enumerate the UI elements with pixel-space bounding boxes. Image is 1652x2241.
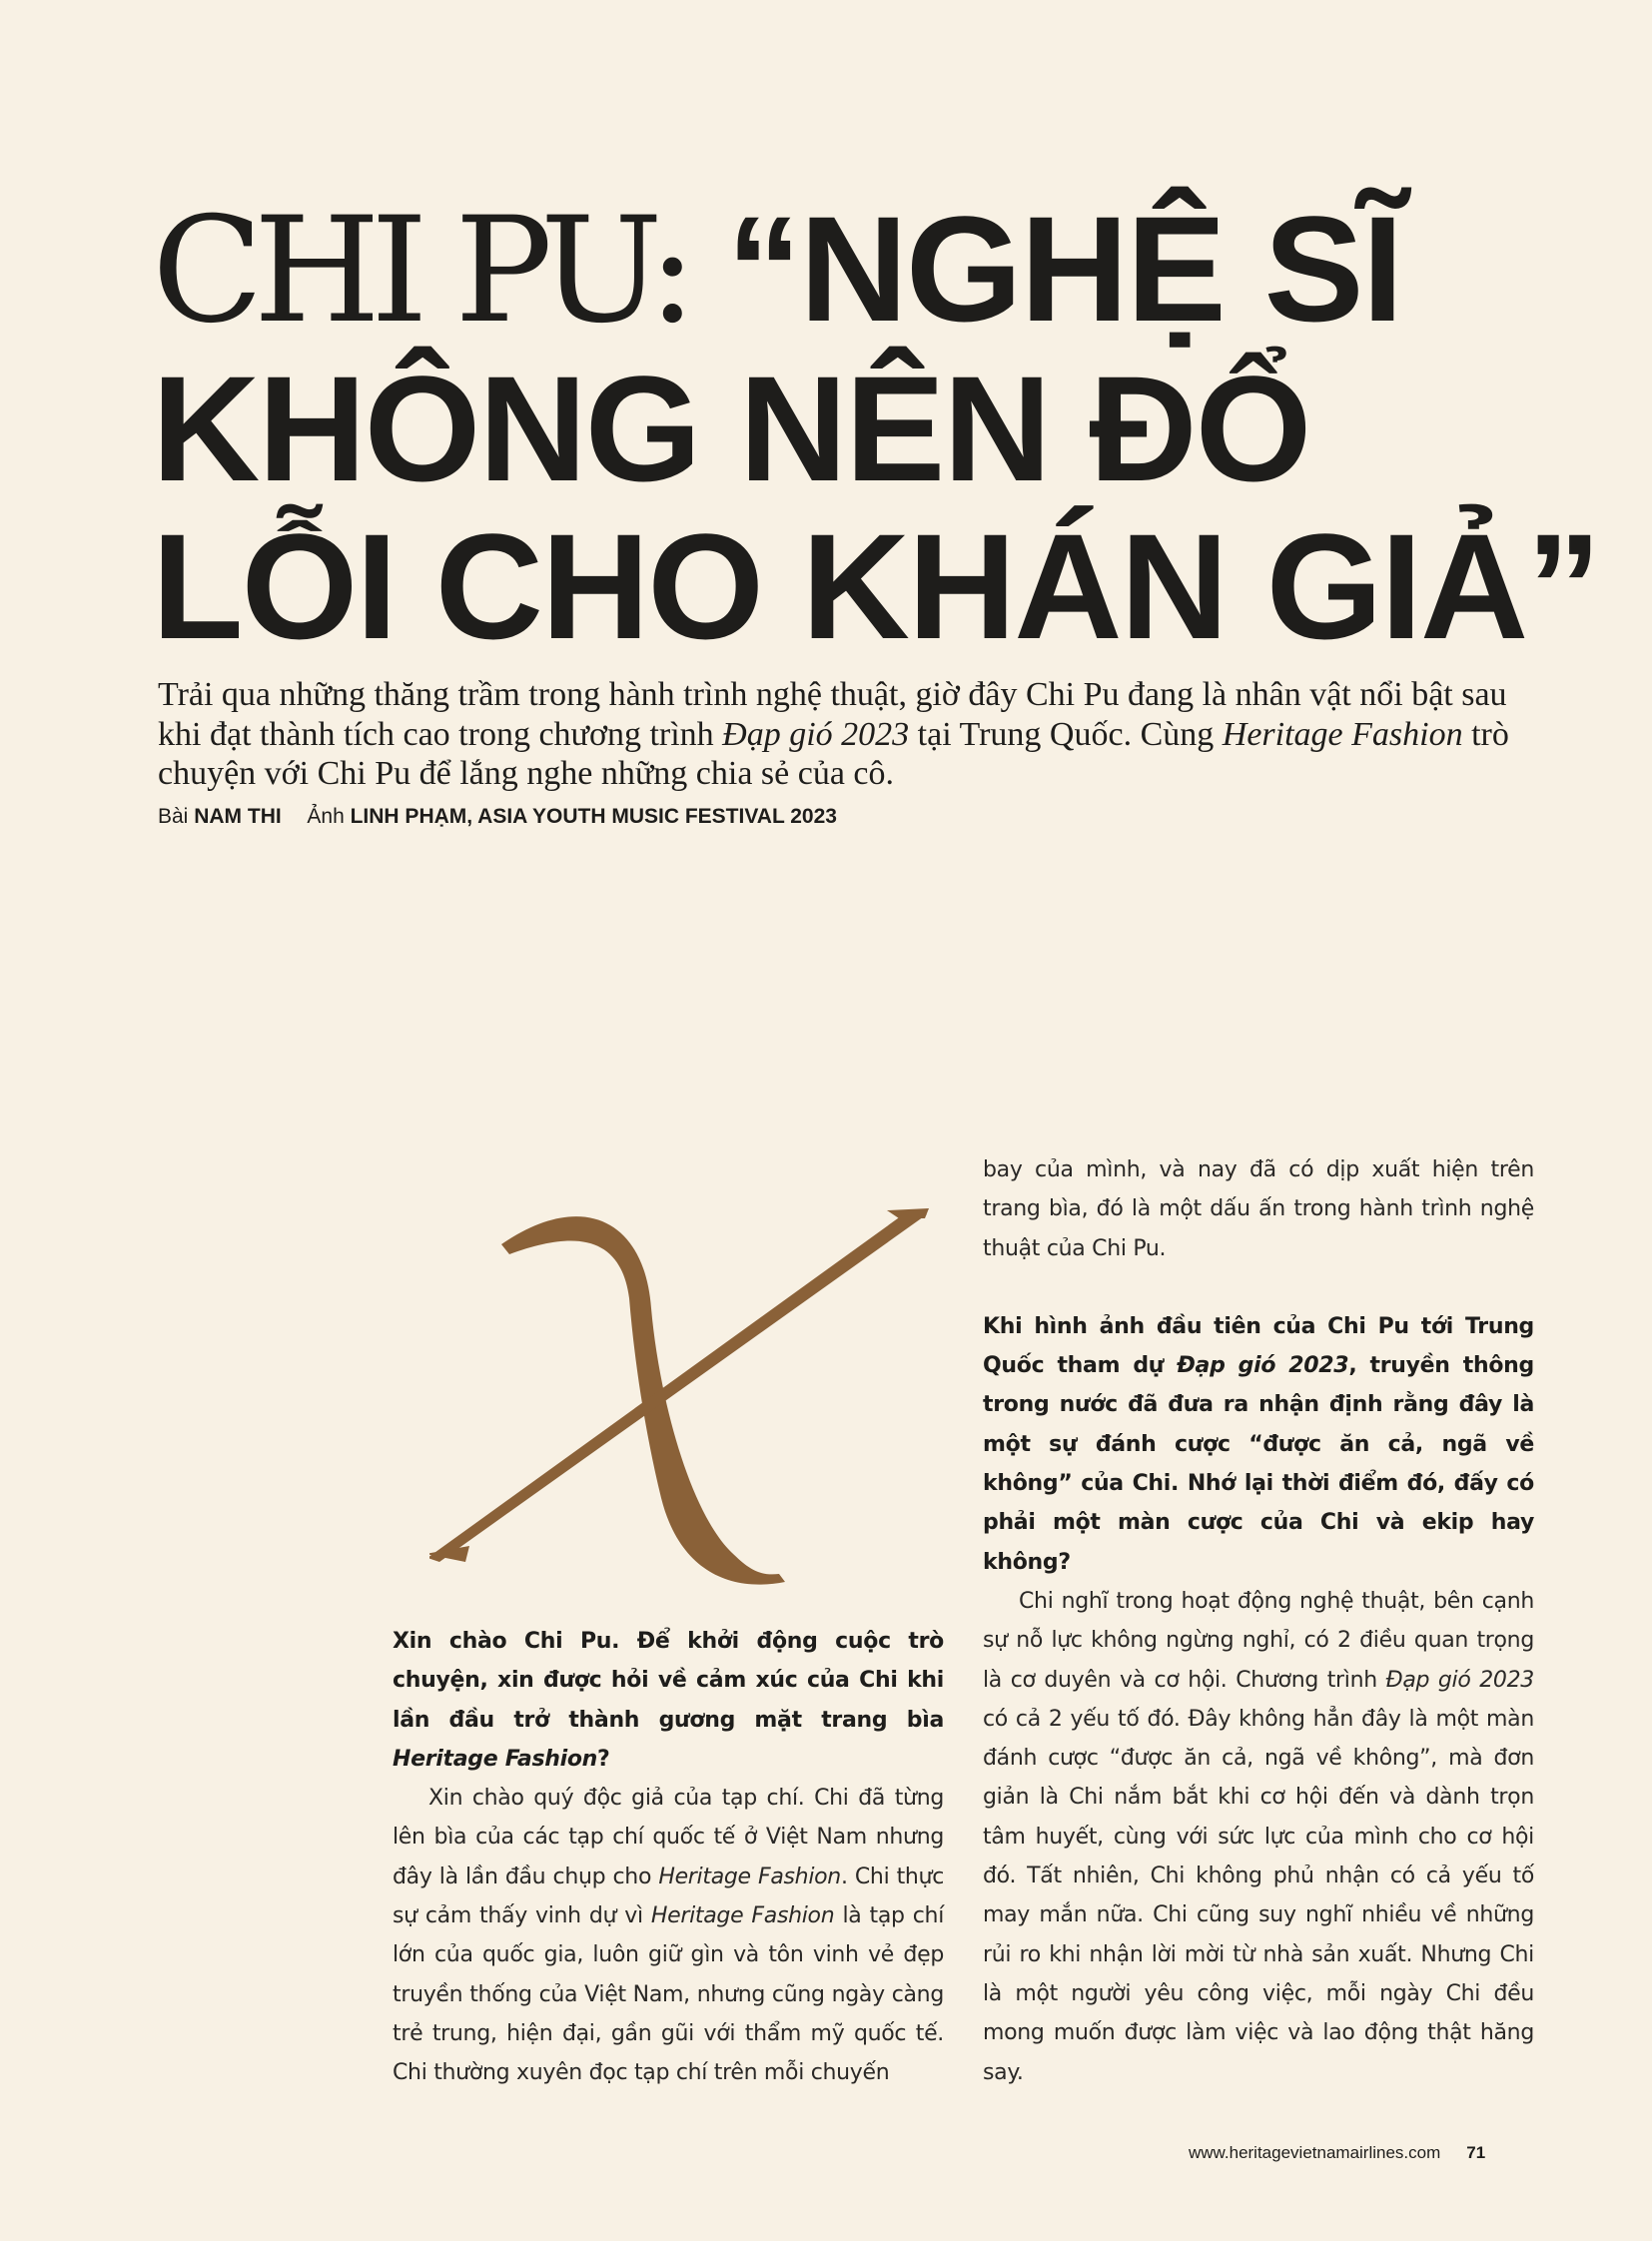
headline-name: CHI PU:: [152, 186, 687, 356]
page-footer: [1189, 2143, 1485, 2163]
answer-1: Xin chào quý độc giả của tạp chí. Chi đã từng lên bìa của các tạp chí quốc tế ở Việt Nam nhưng đây là lần đầu chụp cho Heritage Fashion. Chi thực sự cảm thấy vinh dự vì Heritage Fashion là tạp chí lớn của quốc gia, luôn giữ gìn và tôn vinh vẻ đẹp truyền thống của Việt Nam, nhưng cũng ngày càng trẻ trung, hiện đại, gần gũi với thẩm mỹ quốc tế. Chi thường xuyên đọc tạp chí trên mỗi chuyến: [393, 1786, 945, 2086]
photographer-name: LINH PHẠM, ASIA YOUTH MUSIC FESTIVAL 2023: [350, 805, 837, 828]
answer-2: Chi nghĩ trong hoạt động nghệ thuật, bên cạnh sự nỗ lực không ngừng nghỉ, có 2 điều quan trọng là cơ duyên và cơ hội. Chương trình Đạp gió 2023 có cả 2 yếu tố đó. Đây không hẳn đây là một màn đánh cược “được ăn cả, ngã về không”, mà đơn giản là Chi nắm bắt khi cơ hội đến và dành trọn tâm huyết, cùng với sức lực của mình cho cơ hội đó. Tất nhiên, Chi không phủ nhận có cả yếu tố may mắn nữa. Chi cũng suy nghĩ nhiều về những rủi ro khi nhận lời mời từ nhà sản xuất. Nhưng Chi là một người yêu công việc, mỗi ngày Chi đều mong muốn được làm việc và lao động thật hăng say.: [983, 1588, 1534, 2085]
photo-label: Ảnh: [307, 805, 345, 828]
standfirst-show-title: Đạp gió 2023: [722, 715, 910, 753]
drop-cap-x: [429, 1198, 929, 1588]
answer-1-continued: bay của mình, và nay đã có dịp xuất hiện trên trang bìa, đó là một dấu ấn trong hành trình nghệ thuật của Chi Pu.: [983, 1157, 1534, 1261]
standfirst-text: tại Trung Quốc. Cùng: [909, 715, 1223, 753]
headline-quote-start: “NGHỆ SĨ: [686, 185, 1402, 353]
standfirst-text: trò chuyện với Chi Pu để lắng nghe những chia sẻ của cô.: [158, 715, 1509, 792]
question-1: Xin chào Chi Pu. Để khởi động cuộc trò chuyện, xin được hỏi về cảm xúc của Chi khi lần đầu trở thành gương mặt trang bìa Heritage Fashion?: [393, 1629, 944, 1772]
author-name: NAM THI: [194, 805, 282, 828]
footer-url[interactable]: www.heritagevietnamairlines.com: [1189, 2143, 1441, 2162]
standfirst: [158, 675, 1512, 794]
author-label: Bài: [158, 805, 189, 828]
standfirst-text: Trải qua những thăng trầm trong hành trình nghệ thuật, giờ đây Chi Pu đang là nhân vật nổi bật sau khi đạt thành tích cao trong chương trình: [158, 676, 1507, 753]
standfirst-magazine: Heritage Fashion: [1222, 715, 1463, 753]
headline-line-1: [152, 185, 1570, 356]
page-number: 71: [1466, 2143, 1486, 2162]
byline: [158, 805, 837, 829]
headline-line-2: KHÔNG NÊN ĐỔ: [152, 345, 1310, 512]
left-column: [393, 1622, 944, 2093]
headline-line-3: LỖI CHO KHÁN GIẢ”: [152, 502, 1600, 670]
question-2: Khi hình ảnh đầu tiên của Chi Pu tới Trung Quốc tham dự Đạp gió 2023, truyền thông trong nước đã đưa ra nhận định rằng đây là một sự đánh cược “được ăn cả, ngã về không” của Chi. Nhớ lại thời điểm đó, đấy có phải một màn cược của Chi và ekip hay không?: [983, 1313, 1534, 1575]
right-column: [983, 1150, 1534, 2092]
headline: [152, 185, 1600, 670]
